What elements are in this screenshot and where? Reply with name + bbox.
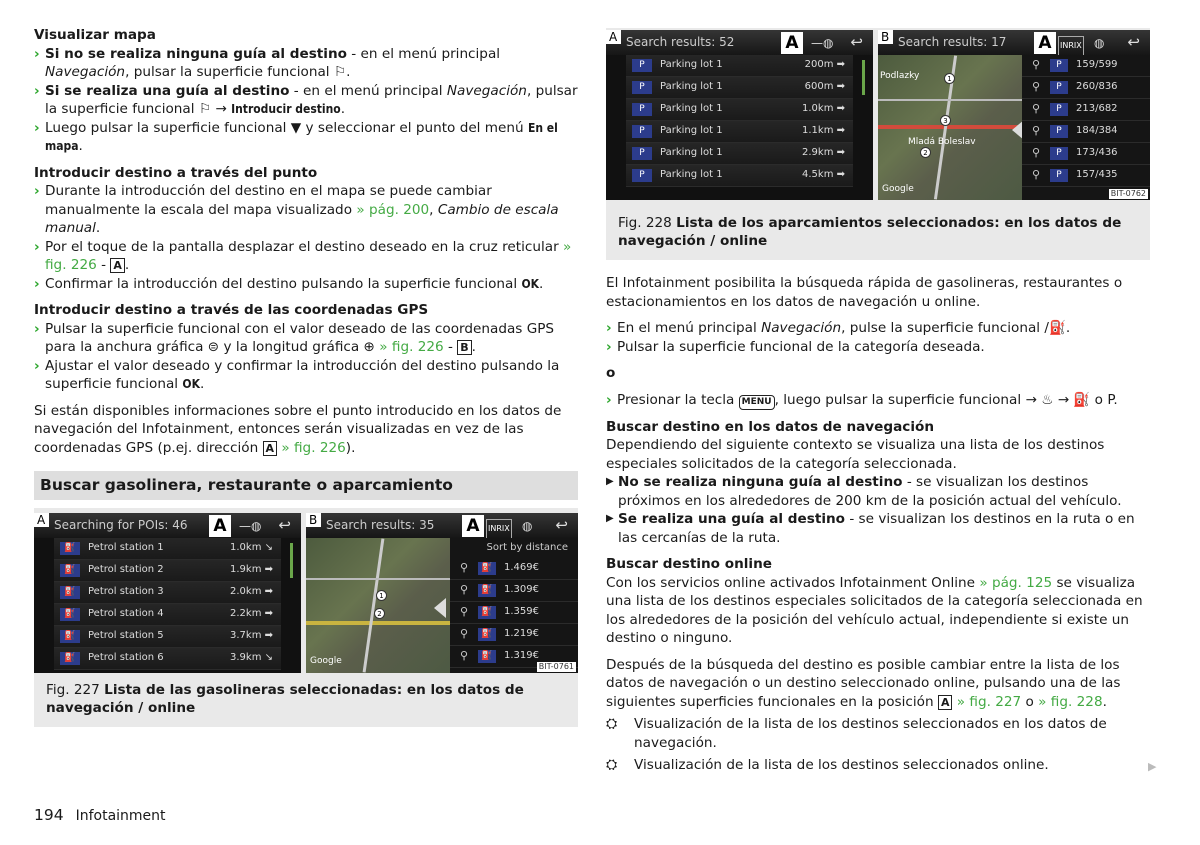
list-item[interactable]: P Parking lot 1 4.5km ➡ (626, 165, 853, 187)
map: 1 2 Google (306, 538, 450, 673)
category-icon: P (1050, 103, 1068, 116)
page-number: 194 (34, 806, 64, 824)
category-icon: ⛽ (60, 564, 80, 577)
list-item[interactable]: ⚲ P 213/682 (1022, 99, 1150, 121)
category-icon: ⛽ (60, 630, 80, 643)
flag-icon: ⚐ (198, 101, 212, 117)
list-item[interactable]: P Parking lot 1 1.1km ➡ (626, 121, 853, 143)
figure-228 (606, 28, 1150, 260)
category-icon: ⛽ (478, 628, 496, 641)
bullet: › Si se realiza una guía al destino - en el menú principal Navegación, pulsar la superficie funcional ⚐ → Introducir destino. (34, 82, 578, 117)
restaurant-icon: ♨ (1041, 391, 1054, 408)
category-icon: P (632, 103, 652, 116)
poi-search-icon: /⛽ (1044, 320, 1066, 336)
location-pin-icon: ⚲ (1031, 102, 1041, 116)
category-icon: ⛽ (478, 562, 496, 575)
globe-icon: ◍ (522, 518, 533, 533)
list-item[interactable]: ⚲ P 173/436 (1022, 143, 1150, 165)
location-pin-icon: ⚲ (459, 560, 469, 574)
globe-icon: —◍ (811, 36, 834, 50)
location-pin-icon: ⚲ (459, 604, 469, 618)
category-icon: ⛽ (478, 606, 496, 619)
list-item[interactable]: ⚲ P 260/836 (1022, 77, 1150, 99)
bullet: ▶ No se realiza ninguna guía al destino - se visualizan los destinos próximos en los alrededores de 200 km de la posición actual del vehículo. (606, 474, 1122, 509)
triangle-down-icon: ▼ (290, 119, 302, 136)
bullet: › Pulsar la superficie funcional con el valor deseado de las coordenadas GPS para la anchura gráfica ⊜ y la longitud gráfica ⊕ » fig. 226 - B . (34, 320, 555, 355)
heading-buscar-nav: Buscar destino en los datos de navegación (606, 418, 935, 435)
category-icon: P (632, 169, 652, 182)
screen-b-poi-map: B Search results: 35 A INRIX ◍ ↩ 1 2 Google Sort by distance ⚲ ⛽ 1.469€ ⚲ ⛽ 1.309€ ⚲ ⛽ 1.359€ ⚲ ⛽ 1.219€ ⚲ ⛽ 1.319€ BIT-0761 (306, 513, 578, 673)
figure-227 (34, 508, 578, 727)
category-icon: P (1050, 169, 1068, 182)
location-pin-icon: ⚲ (459, 626, 469, 640)
back-icon: ↩ (850, 33, 863, 51)
location-pin-icon: ⚲ (459, 648, 469, 662)
list-item[interactable]: ⚲ P 159/599 (1022, 55, 1150, 77)
list-item[interactable]: P Parking lot 1 600m ➡ (626, 77, 853, 99)
right-column (606, 28, 1150, 775)
heading-introducir-punto: Introducir destino a través del punto (34, 164, 318, 181)
latitude-icon: ⊜ (207, 339, 220, 355)
list-item[interactable]: ⚲ ⛽ 1.469€ (450, 558, 578, 580)
category-icon: P (1050, 81, 1068, 94)
location-pin-icon: ⚲ (459, 582, 469, 596)
list-item[interactable]: ⚲ ⛽ 1.319€ (450, 646, 578, 668)
paragraph-intro: El Infotainment posibilita la búsqueda rápida de gasolineras, restaurantes o estacionamientos en los datos de navegación u online. (606, 275, 1123, 310)
list-item[interactable]: ⛽ Petrol station 6 3.9km ↘ (54, 648, 281, 670)
back-icon: ↩ (278, 515, 291, 534)
screen-a-parking-list: A Search results: 52 A —◍ ↩ P Parking lot 1 200m ➡ P Parking lot 1 600m ➡ P Parking lot 1 1.0km ➡ P Parking lot 1 1.1km ➡ P Parking lot 1 2.9km ➡ P Parking lot 1 4.5km ➡ (606, 30, 873, 200)
back-icon: ↩ (555, 515, 568, 534)
bullet: › Por el toque de la pantalla desplazar el destino deseado en la cruz reticular » fig. 226 - A . (34, 238, 572, 273)
icon-item: ⛭ Visualización de la lista de los destinos seleccionados en los datos de navegación. (606, 716, 1107, 751)
category-icon: ⛽ (60, 652, 80, 665)
next-page-arrow-icon: ▶ (1148, 760, 1157, 773)
bullet: › Pulsar la superficie funcional de la categoría deseada. (606, 338, 985, 355)
category-icon: ⛽ (60, 542, 80, 555)
navdata-list-icon: ⛭ (606, 716, 618, 732)
location-pin-icon: ⚲ (1031, 168, 1041, 182)
or-separator: o (606, 365, 616, 381)
category-icon: P (632, 125, 652, 138)
figure-caption: Fig. 228 Lista de los aparcamientos seleccionados: en los datos de navegación / online (618, 215, 1122, 249)
heading-visualizar-mapa: Visualizar mapa (34, 27, 156, 43)
bullet: › Durante la introducción del destino en el mapa se puede cambiar manualmente la escala del mapa visualizado » pág. 200, Cambio de escala manual. (34, 183, 559, 236)
location-pin-icon: ⚲ (1031, 146, 1041, 160)
heading-introducir-gps: Introducir destino a través de las coordenadas GPS (34, 302, 429, 318)
chapter-name: Infotainment (75, 808, 166, 824)
globe-icon: —◍ (239, 518, 262, 533)
list-item[interactable]: ⛽ Petrol station 3 2.0km ➡ (54, 582, 281, 604)
footer (34, 806, 166, 826)
list-item[interactable]: ⛽ Petrol station 2 1.9km ➡ (54, 560, 281, 582)
bullet: › Luego pulsar la superficie funcional ▼ y seleccionar el punto del menú En el mapa. (34, 119, 558, 154)
flag-icon: ⚐ (333, 64, 347, 80)
result-list: Sort by distance ⚲ ⛽ 1.469€ ⚲ ⛽ 1.309€ ⚲ ⛽ 1.359€ ⚲ ⛽ 1.219€ ⚲ ⛽ 1.319€ (450, 538, 578, 673)
list-item[interactable]: ⚲ P 157/435 (1022, 165, 1150, 187)
bullet: › Si no se realiza ninguna guía al destino - en el menú principal Navegación, pulsar la superficie funcional ⚐. (34, 45, 501, 80)
longitude-icon: ⊕ (363, 339, 375, 355)
fuel-icon: ⛽ (1073, 391, 1091, 408)
category-icon: P (1050, 59, 1068, 72)
category-icon: P (1050, 147, 1068, 160)
list-item[interactable]: ⚲ ⛽ 1.359€ (450, 602, 578, 624)
category-icon: ⛽ (60, 586, 80, 599)
location-pin-icon: ⚲ (1031, 124, 1041, 138)
location-pin-icon: ⚲ (1031, 58, 1041, 72)
list-item[interactable]: ⚲ P 184/384 (1022, 121, 1150, 143)
list-item[interactable]: ⛽ Petrol station 5 3.7km ➡ (54, 626, 281, 648)
paragraph: Dependiendo del siguiente contexto se visualiza una lista de los destinos especiales solicitados de la categoría seleccionada. (606, 437, 1105, 472)
screen-a-poi-list: A Searching for POIs: 46 A —◍ ↩ ⛽ Petrol station 1 1.0km ↘ ⛽ Petrol station 2 1.9km ➡ ⛽ Petrol station 3 2.0km ➡ ⛽ Petrol station 4 2.2km ➡ ⛽ Petrol station 5 3.7km ➡ ⛽ Petrol station 6 3.9km ↘ (34, 513, 301, 673)
list-item[interactable]: P Parking lot 1 200m ➡ (626, 55, 853, 77)
icon-item: ⛭ Visualización de la lista de los destinos seleccionados online. (606, 757, 1049, 773)
list-item[interactable]: P Parking lot 1 1.0km ➡ (626, 99, 853, 121)
location-pin-icon: ⚲ (1031, 80, 1041, 94)
map: Podlazky Mladá Boleslav 1 3 2 Google (878, 55, 1022, 200)
figure-caption: Fig. 227 Lista de las gasolineras seleccionadas: en los datos de navegación / online (46, 681, 524, 716)
category-icon: ⛽ (478, 584, 496, 597)
list-item[interactable]: ⛽ Petrol station 4 2.2km ➡ (54, 604, 281, 626)
category-icon: ⛽ (478, 650, 496, 663)
list-item[interactable]: P Parking lot 1 2.9km ➡ (626, 143, 853, 165)
bullet: › En el menú principal Navegación, pulse la superficie funcional /⛽. (606, 320, 1071, 336)
category-icon: P (632, 147, 652, 160)
paragraph: Después de la búsqueda del destino es posible cambiar entre la lista de los datos de navegación o un destino seleccionado online, pulsando una de las siguientes superficies funcionales en la posición A » fig. 227 o » fig. 228. (606, 656, 1121, 710)
screen-b-parking-map: B Search results: 17 A INRIX ◍ ↩ Podlazky Mladá Boleslav 1 3 2 Google ⚲ P 159/599 ⚲ P 260/836 ⚲ P 213/682 ⚲ P 184/384 ⚲ P 173/436 ⚲ P 157/435 BIT-0762 (878, 30, 1150, 200)
bullet: › Presionar la tecla MENU , luego pulsar la superficie funcional → ♨ → ⛽ o P. (606, 391, 1118, 408)
category-icon: P (632, 59, 652, 72)
bullet: › Ajustar el valor deseado y confirmar la introducción del destino pulsando la superficie funcional OK. (34, 357, 560, 392)
category-icon: ⛽ (60, 608, 80, 621)
category-icon: P (1050, 125, 1068, 138)
bullet: › Confirmar la introducción del destino pulsando la superficie funcional OK. (34, 275, 544, 292)
result-list (1022, 55, 1150, 200)
paragraph: Con los servicios online activados Infotainment Online » pág. 125 se visualiza una lista de los destinos especiales solicitados de la categoría seleccionada en los alrededores de la posición del vehículo actual, independiente si existe un destino o ninguno. (606, 574, 1143, 646)
bullet: ▶ Se realiza una guía al destino - se visualizan los destinos en la ruta o en las cercanías de la ruta. (606, 511, 1135, 546)
heading-buscar-online: Buscar destino online (606, 556, 772, 572)
list-item[interactable]: ⚲ ⛽ 1.309€ (450, 580, 578, 602)
paragraph-gps-info: Si están disponibles informaciones sobre el punto introducido en los datos de navegación del Infotainment, entonces serán visualizadas en vez de las coordenadas GPS (p.ej. dirección A » fig. 226). (34, 402, 562, 456)
list-item[interactable]: ⛽ Petrol station 1 1.0km ↘ (54, 538, 281, 560)
list-item[interactable]: ⚲ ⛽ 1.219€ (450, 624, 578, 646)
globe-icon: ◍ (1094, 36, 1105, 50)
category-icon: P (632, 81, 652, 94)
back-icon: ↩ (1127, 33, 1140, 51)
section-heading: Buscar gasolinera, restaurante o aparcamiento (34, 471, 578, 500)
left-column (34, 26, 578, 727)
online-list-icon: ⛭ (606, 757, 618, 773)
